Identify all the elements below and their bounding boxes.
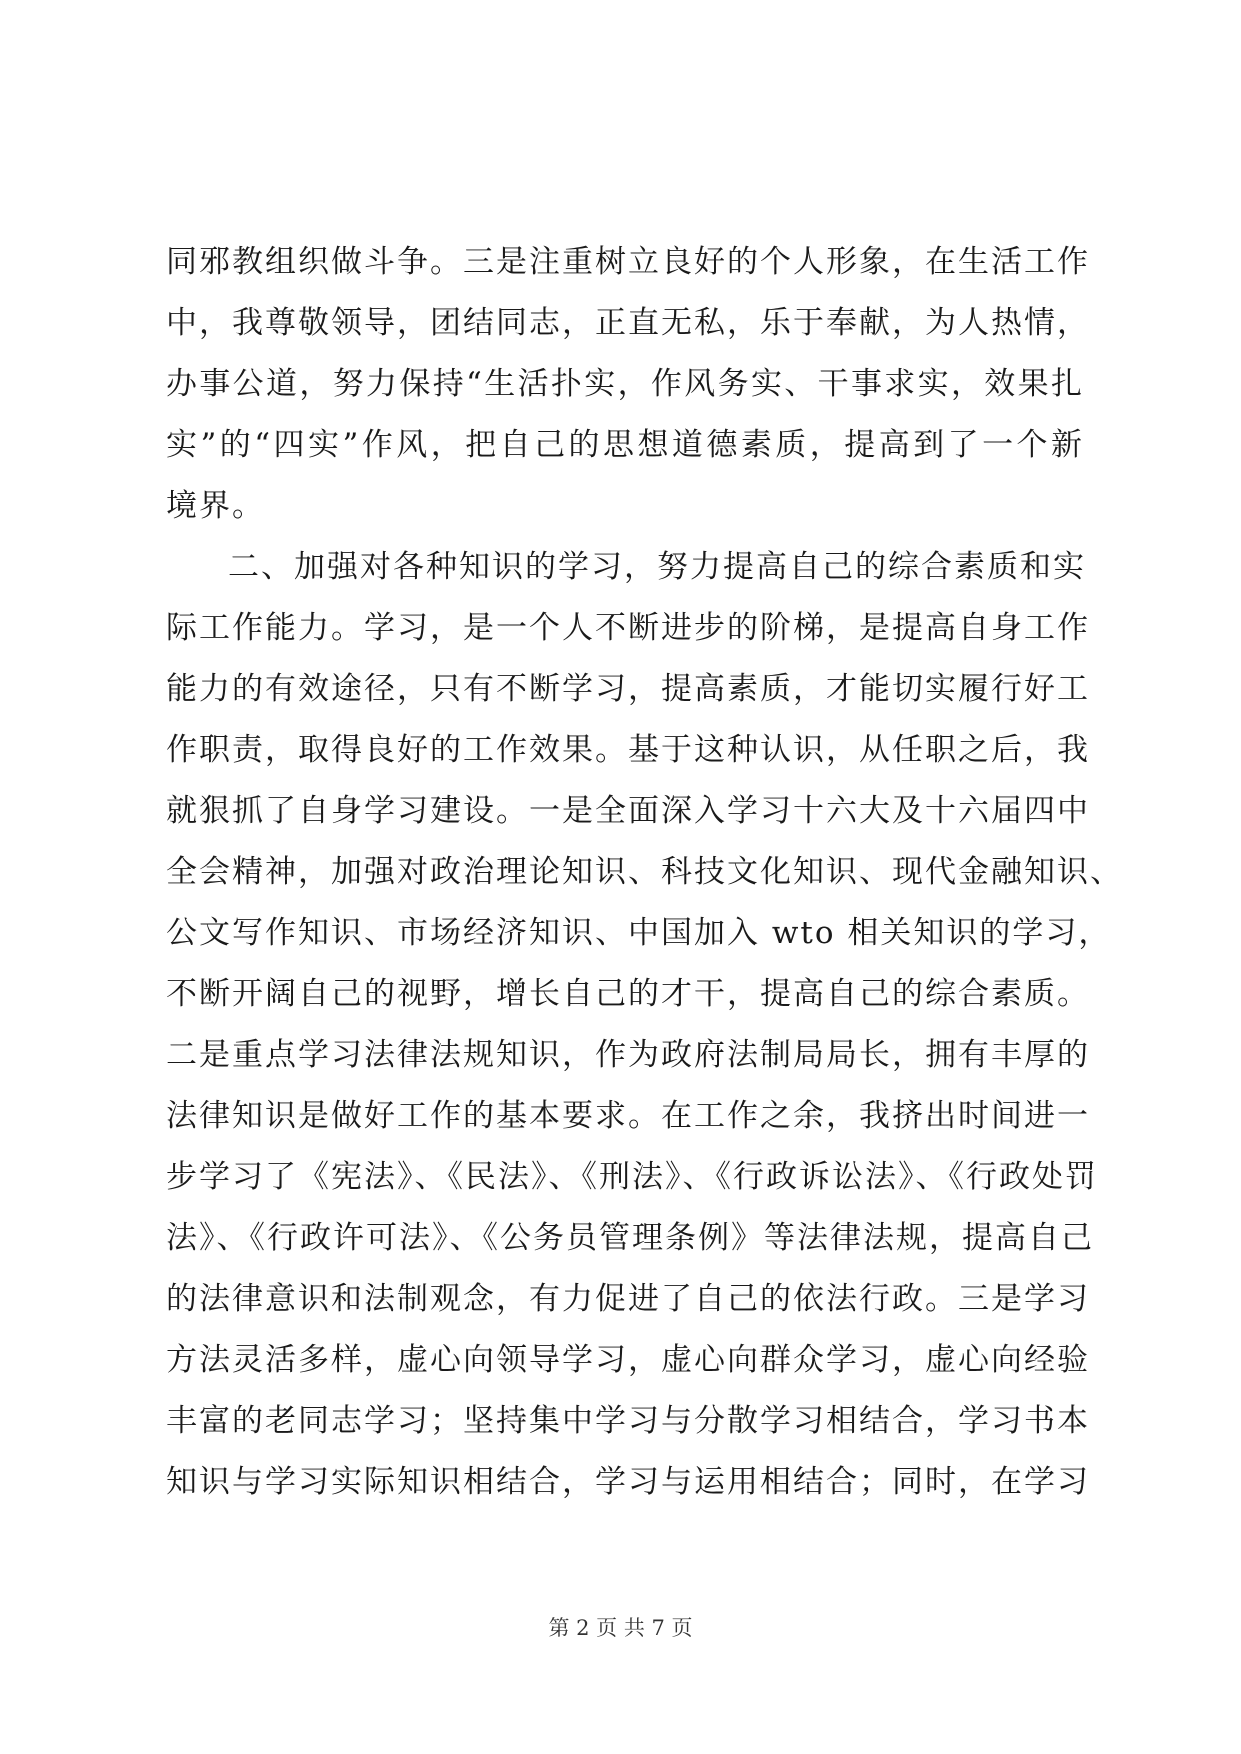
- text-line: 能力的有效途径，只有不断学习，提高素质，才能切实履行好工: [166, 671, 1090, 707]
- text-line: 办事公道，努力保持“生活扑实，作风务实、干事求实，效果扎: [166, 366, 1084, 402]
- text-line: 境界。: [166, 488, 265, 524]
- text-line: 实”的“四实”作风，把自己的思想道德素质，提高到了一个新: [166, 427, 1084, 463]
- text-line: 步学习了《宪法》、《民法》、《刑法》、《行政诉讼法》、《行政处罚: [166, 1159, 1098, 1195]
- text-line: 方法灵活多样，虚心向领导学习，虚心向群众学习，虚心向经验: [166, 1342, 1090, 1378]
- text-line: 二、加强对各种知识的学习，努力提高自己的综合素质和实: [228, 549, 1086, 585]
- page-number-footer: 第 2 页 共 7 页: [548, 1616, 693, 1640]
- text-line: 中，我尊敬领导，团结同志，正直无私，乐于奉献，为人热情，: [166, 305, 1090, 341]
- text-line: 的法律意识和法制观念，有力促进了自己的依法行政。三是学习: [166, 1281, 1090, 1317]
- text-line: 不断开阔自己的视野，增长自己的才干，提高自己的综合素质。: [166, 976, 1090, 1012]
- text-line: 法》、《行政许可法》、《公务员管理条例》等法律法规，提高自己: [166, 1220, 1094, 1256]
- text-line: 公文写作知识、市场经济知识、中国加入 wto 相关知识的学习，: [166, 915, 1112, 951]
- text-line: 作职责，取得良好的工作效果。基于这种认识，从任职之后，我: [166, 732, 1090, 768]
- text-line: 法律知识是做好工作的基本要求。在工作之余，我挤出时间进一: [166, 1098, 1090, 1134]
- text-line: 全会精神，加强对政治理论知识、科技文化知识、现代金融知识、: [166, 854, 1123, 890]
- text-line: 丰富的老同志学习；坚持集中学习与分散学习相结合，学习书本: [166, 1403, 1090, 1439]
- text-line: 同邪教组织做斗争。三是注重树立良好的个人形象，在生活工作: [166, 244, 1090, 280]
- body-text: [166, 232, 1123, 1513]
- text-line: 二是重点学习法律法规知识，作为政府法制局局长，拥有丰厚的: [166, 1037, 1090, 1073]
- text-line: 知识与学习实际知识相结合，学习与运用相结合；同时，在学习: [166, 1464, 1090, 1500]
- text-line: 际工作能力。学习，是一个人不断进步的阶梯，是提高自身工作: [166, 610, 1090, 646]
- text-line: 就狠抓了自身学习建设。一是全面深入学习十六大及十六届四中: [166, 793, 1090, 829]
